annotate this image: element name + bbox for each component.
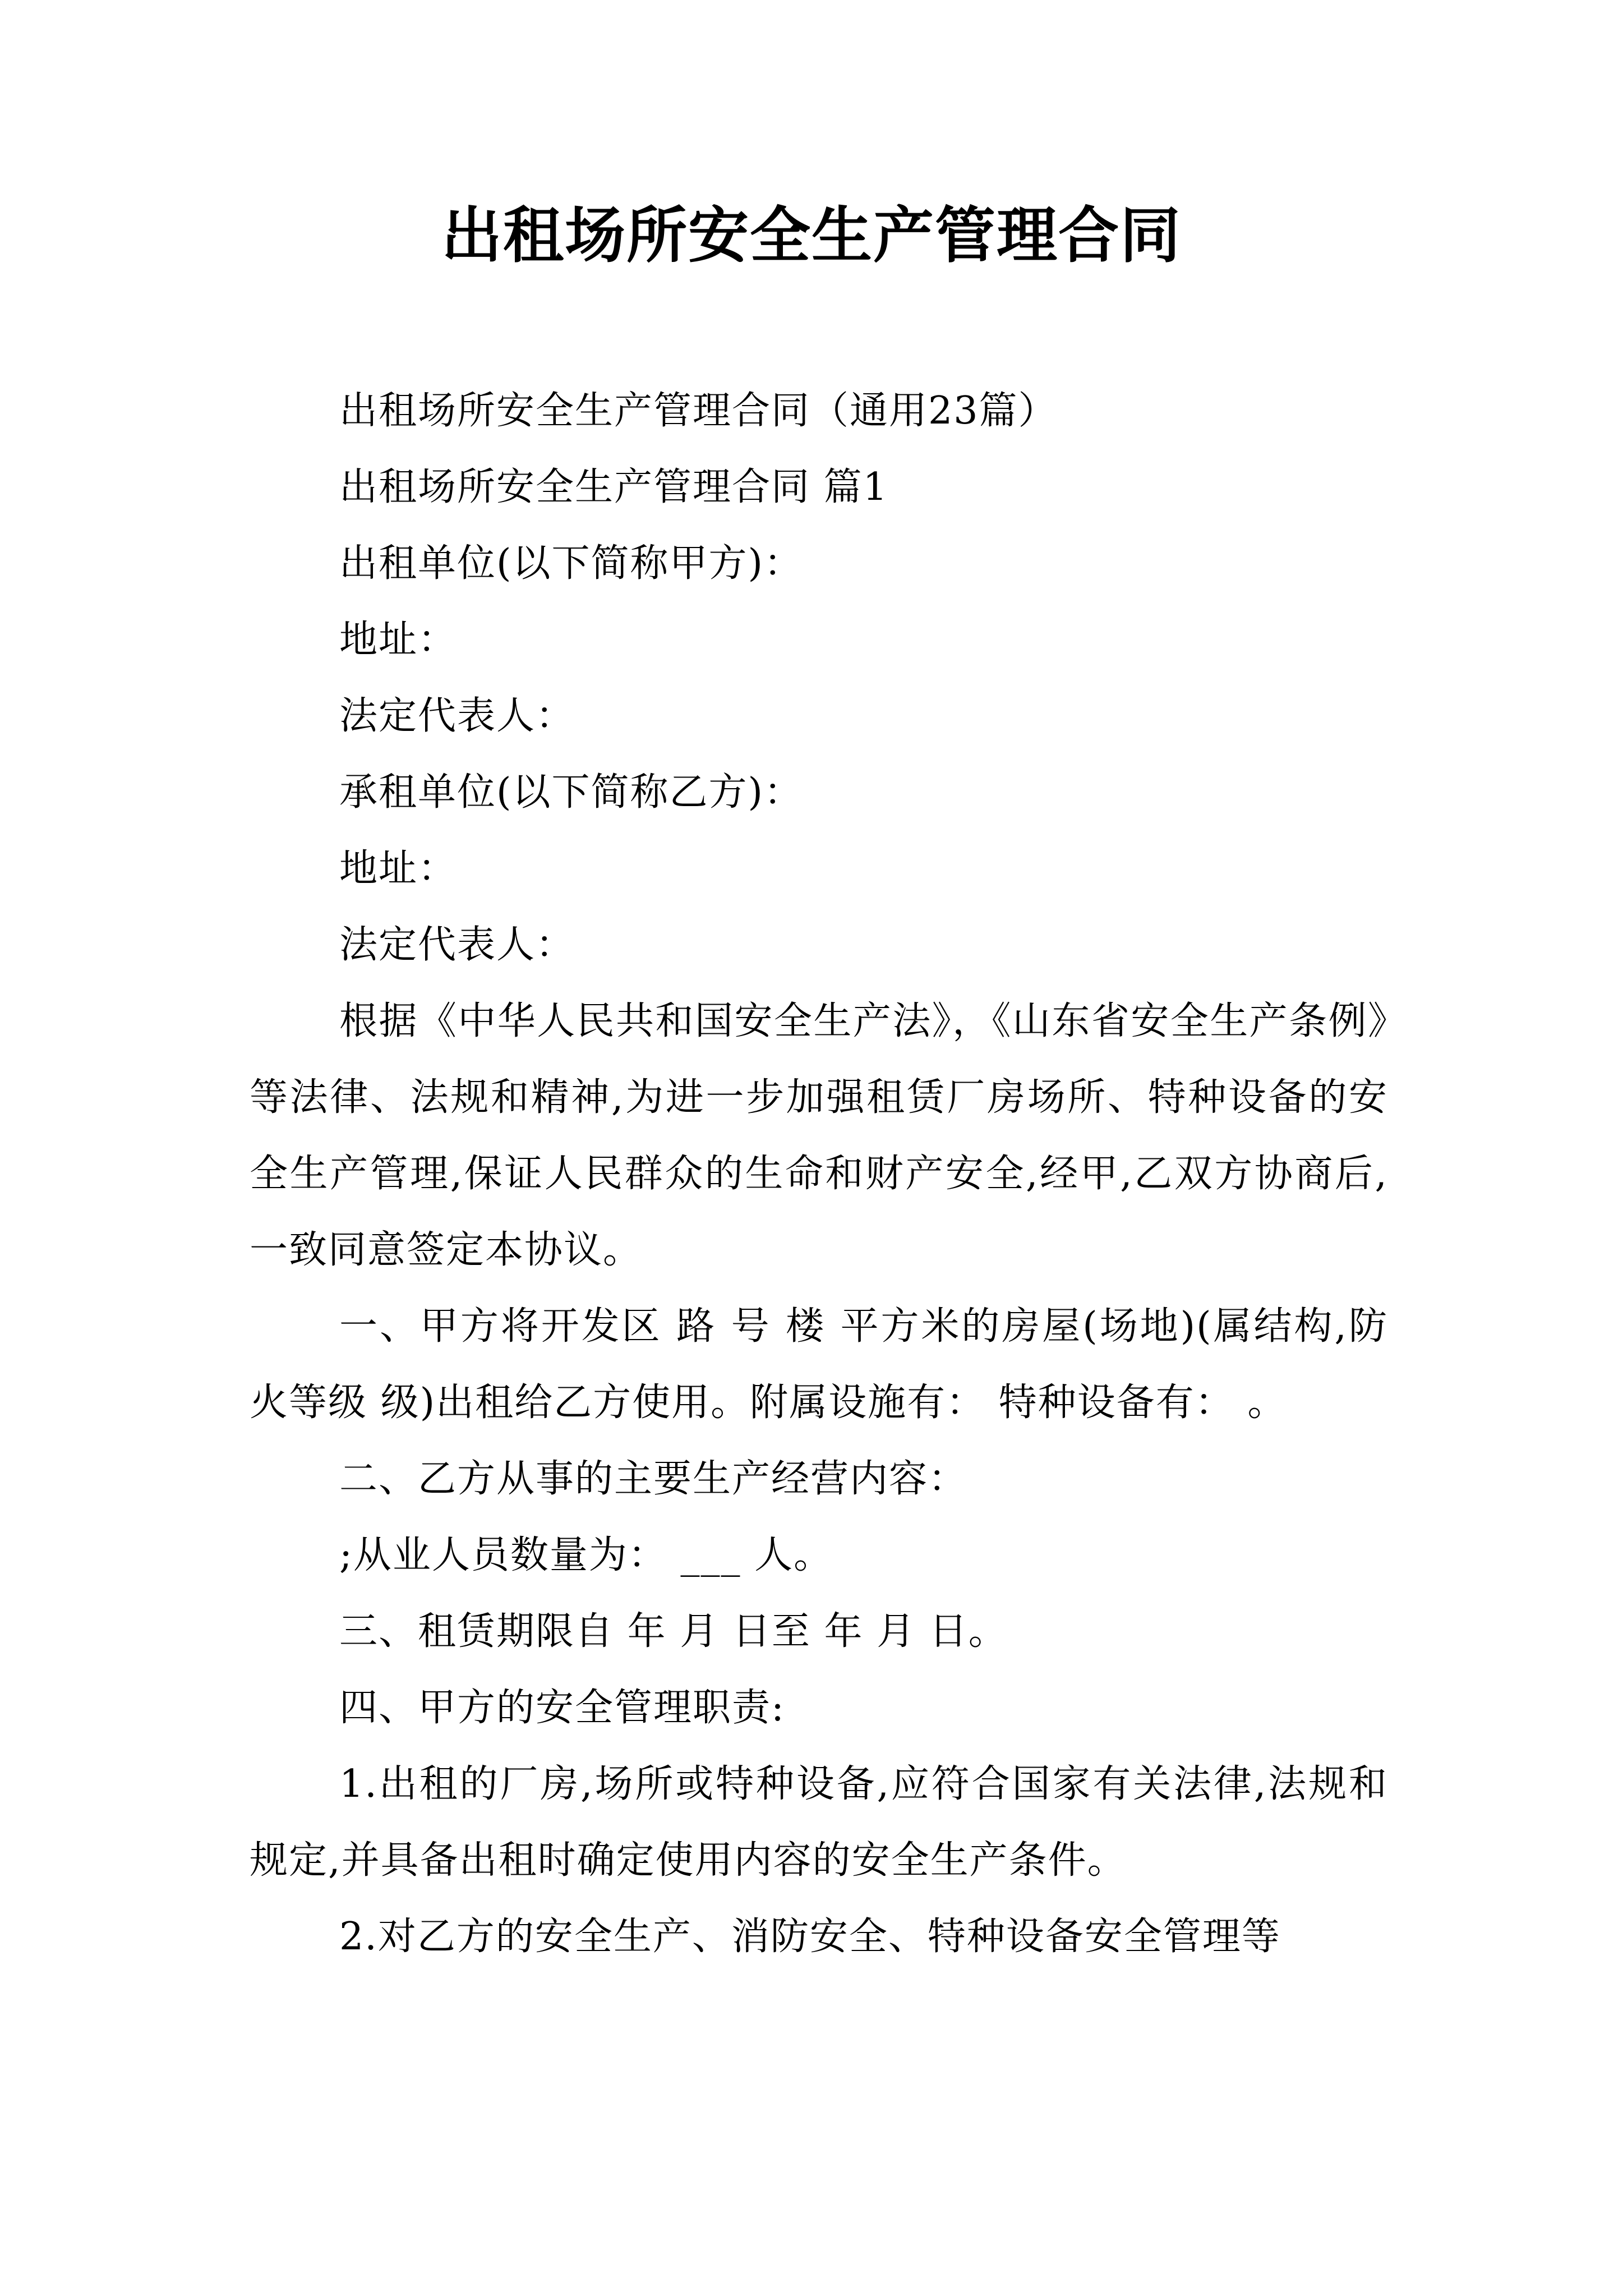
paragraph-chapter-heading: 出租场所安全生产管理合同 篇1: [339, 465, 888, 509]
paragraph-preamble: 根据《中华人民共和国安全生产法》，《山东省安全生产条例》等法律、法规和精神,为进一步加强租赁厂房场所、特种设备的安全生产管理,保证人民群众的生命和财产安全,经甲,乙双方协商后,一致同意签定本协议。: [250, 999, 1388, 1272]
paragraph-staff-count: ;从业人员数量为： ___ 人。: [339, 1533, 833, 1577]
paragraph-lessor-unit: 出租单位(以下简称甲方)：: [339, 541, 804, 586]
paragraph-duty-1: 1.出租的厂房,场所或特种设备,应符合国家有关法律,法规和规定,并具备出租时确定使用内容的安全生产条件。: [250, 1762, 1388, 1883]
document-body: [250, 373, 1388, 1975]
paragraph-lessee-unit: 承租单位(以下简称乙方)：: [339, 770, 804, 815]
paragraph-lessor-address: 地址：: [339, 618, 458, 662]
paragraph-lessee-representative: 法定代表人：: [339, 923, 575, 967]
paragraph-duty-2: 2.对乙方的安全生产、消防安全、特种设备安全管理等: [339, 1915, 1281, 1959]
paragraph-lessor-representative: 法定代表人：: [339, 694, 575, 738]
paragraph-clause-4: 四、甲方的安全管理职责:: [339, 1686, 785, 1730]
paragraph-clause-3: 三、租赁期限自 年 月 日至 年 月 日。: [339, 1609, 1008, 1654]
paragraph-collection-title: 出租场所安全生产管理合同（通用23篇）: [339, 389, 1058, 433]
document-title: 出租场所安全生产管理合同: [441, 200, 1182, 271]
paragraph-clause-2: 二、乙方从事的主要生产经营内容：: [339, 1457, 968, 1501]
paragraph-clause-1: 一、甲方将开发区 路 号 楼 平方米的房屋(场地)(属结构,防火等级 级)出租给乙方使用。附属设施有： 特种设备有： 。: [250, 1304, 1388, 1425]
paragraph-lessee-address: 地址：: [339, 846, 458, 891]
